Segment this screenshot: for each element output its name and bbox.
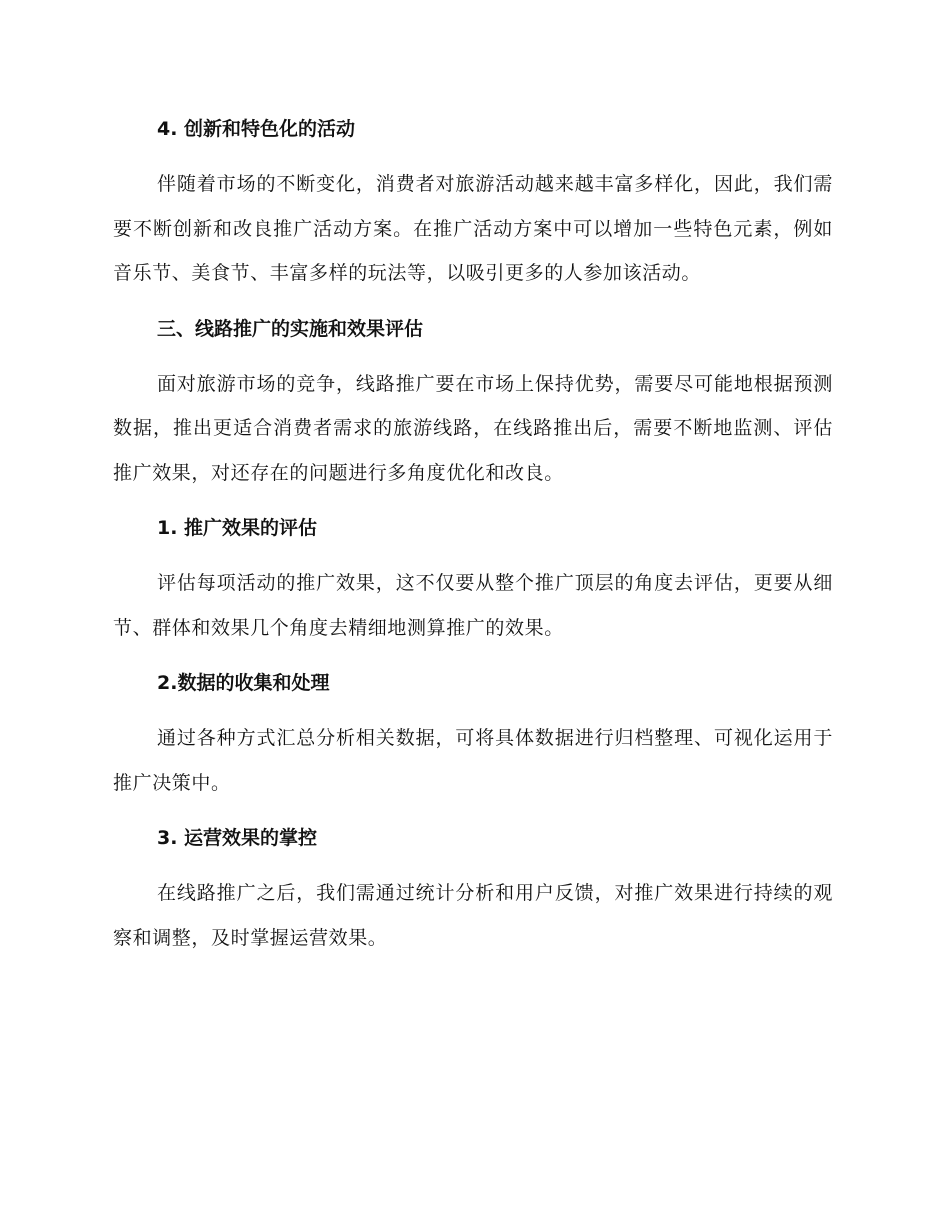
section-heading-innovation: 4. 创新和特色化的活动 (157, 118, 356, 140)
section-heading-implementation: 三、线路推广的实施和效果评估 (157, 317, 424, 340)
section-paragraph-implementation: 面对旅游市场的竞争，线路推广要在市场上保持优势，需要尽可能地根据预测数据，推出更适合消费者需求的旅游线路，在线路推出后，需要不断地监测、评估推广效果，对还存在的问题进行多角度优化和改良。 (113, 372, 833, 484)
section-paragraph-data-collection: 通过各种方式汇总分析相关数据，可将具体数据进行归档整理、可视化运用于推广决策中。 (113, 727, 833, 794)
section-heading-evaluation: 1. 推广效果的评估 (157, 517, 318, 539)
document-page (113, 112, 833, 976)
section-paragraph-operations: 在线路推广之后，我们需通过统计分析和用户反馈，对推广效果进行持续的观察和调整，及时掌握运营效果。 (113, 882, 833, 949)
section-paragraph-innovation: 伴随着市场的不断变化，消费者对旅游活动越来越丰富多样化，因此，我们需要不断创新和改良推广活动方案。在推广活动方案中可以增加一些特色元素，例如音乐节、美食节、丰富多样的玩法等，以吸引更多的人参加该活动。 (113, 173, 833, 284)
section-heading-operations: 3. 运营效果的掌控 (157, 827, 318, 849)
section-paragraph-evaluation: 评估每项活动的推广效果，这不仅要从整个推广顶层的角度去评估，更要从细节、群体和效果几个角度去精细地测算推广的效果。 (113, 572, 833, 639)
section-heading-data-collection: 2.数据的收集和处理 (157, 672, 330, 694)
